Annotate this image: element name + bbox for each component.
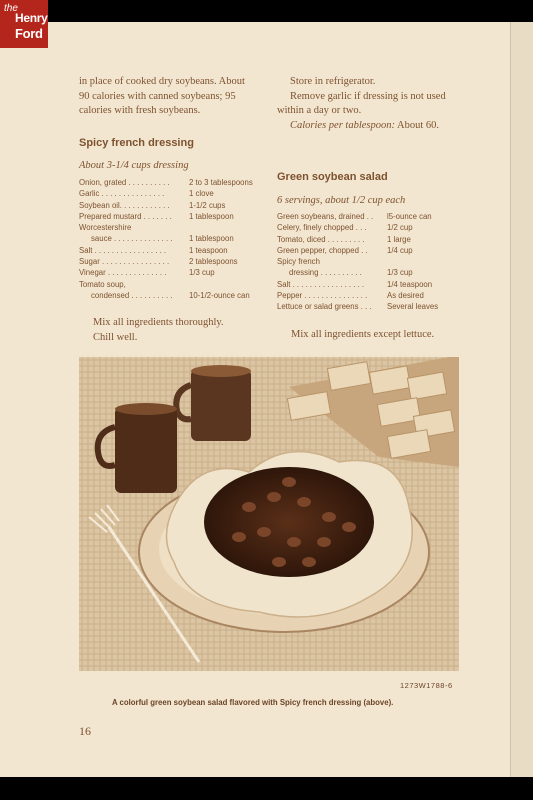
henry-ford-logo: the Henry Ford (0, 0, 48, 48)
ingredient-quantity: 1/4 teaspoon (387, 279, 433, 289)
text-line: 90 calories with canned soybeans; 95 (79, 90, 236, 102)
calories-value: About 60. (397, 119, 440, 131)
salad-photo (79, 357, 459, 671)
ingredient-row (277, 212, 467, 223)
text-line: in place of cooked dry soybeans. About (79, 76, 245, 87)
ingredient-row (79, 268, 269, 279)
spicy-dressing-title: Spicy french dressing (79, 137, 194, 149)
ingredient-row (79, 201, 269, 212)
ingredient-quantity: 1-1/2 cups (189, 200, 226, 210)
ingredient-quantity: 1/2 cup (387, 223, 413, 233)
ingredient-row (79, 178, 269, 189)
ingredient-name: dressing . . . . . . . . . . (289, 268, 362, 278)
salad-yield: 6 servings, about 1/2 cup each (277, 195, 406, 206)
ingredient-quantity: 1 large (387, 234, 411, 244)
ingredient-row (79, 189, 269, 200)
ingredient-name: sauce . . . . . . . . . . . . . . (91, 234, 173, 244)
ingredient-row (277, 235, 467, 246)
text-line: Store in refrigerator. (290, 76, 376, 87)
ingredient-row (79, 223, 269, 234)
ingredient-row (277, 280, 467, 291)
ingredient-name: Salt . . . . . . . . . . . . . . . . . (79, 245, 167, 255)
ingredient-quantity: 1 clove (189, 189, 214, 199)
salad-title: Green soybean salad (277, 171, 388, 183)
ingredient-row (79, 291, 269, 302)
ingredient-name: Sugar . . . . . . . . . . . . . . . . (79, 257, 170, 267)
ingredient-row (79, 257, 269, 268)
text-line: within a day or two. (277, 105, 362, 116)
ingredient-quantity: 1/3 cup (387, 268, 413, 278)
spicy-directions (93, 316, 224, 345)
ingredient-name: Onion, grated . . . . . . . . . . (79, 178, 170, 187)
ingredient-name: Vinegar . . . . . . . . . . . . . . (79, 268, 167, 278)
ingredient-quantity: Several leaves (387, 302, 439, 312)
ingredient-quantity: 2 tablespoons (189, 257, 238, 267)
ingredient-name: Celery, finely chopped . . . (277, 223, 367, 233)
ingredient-row (277, 257, 467, 268)
photo-caption: A colorful green soybean salad flavored with Spicy french dressing (above). (112, 698, 394, 707)
text-line: Chill well. (93, 331, 138, 343)
ingredient-name: Garlic . . . . . . . . . . . . . . . (79, 189, 165, 199)
ingredient-row (79, 246, 269, 257)
ingredient-name: Spicy french (277, 257, 320, 267)
ingredient-row (79, 234, 269, 245)
ingredient-row (79, 280, 269, 291)
ingredient-name: Prepared mustard . . . . . . . (79, 211, 172, 221)
ingredient-quantity: 1 tablespoon (189, 211, 234, 221)
spicy-ingredient-list (79, 178, 269, 302)
ingredient-quantity: 1/3 cup (189, 268, 215, 278)
ingredient-name: Tomato, diced . . . . . . . . . (277, 234, 365, 244)
salad-directions: Mix all ingredients except lettuce. (291, 329, 435, 340)
intro-paragraph (79, 75, 264, 119)
ingredient-name: Pepper . . . . . . . . . . . . . . . (277, 291, 368, 301)
ingredient-quantity: 2 to 3 tablespoons (189, 178, 253, 187)
ingredient-row (277, 246, 467, 257)
ingredient-name: Green soybeans, drained . . (277, 212, 374, 221)
facing-page-edge (510, 22, 533, 777)
storage-paragraph (277, 75, 467, 133)
ingredient-quantity: As desired (387, 291, 424, 301)
ingredient-name: condensed . . . . . . . . . . (91, 290, 173, 300)
ingredient-name: Green pepper, chopped . . (277, 245, 368, 255)
spicy-dressing-yield: About 3-1/4 cups dressing (79, 160, 189, 171)
text-line: Remove garlic if dressing is not used (290, 90, 446, 102)
ingredient-row (79, 212, 269, 223)
ingredient-name: Worcestershire (79, 223, 132, 233)
ingredient-quantity: 1 teaspoon (189, 245, 228, 255)
ingredient-name: Soybean oil. . . . . . . . . . . . (79, 200, 170, 210)
text-line: Mix all ingredients thoroughly. (93, 317, 224, 328)
calories-label: Calories per tablespoon: (290, 119, 395, 131)
salad-ingredient-list (277, 212, 467, 314)
ingredient-quantity: 1/4 cup (387, 245, 413, 255)
text-line: calories with fresh soybeans. (79, 105, 201, 116)
ingredient-row (277, 302, 467, 313)
ingredient-name: Salt . . . . . . . . . . . . . . . . . (277, 279, 365, 289)
ingredient-quantity: 10-1/2-ounce can (189, 290, 250, 300)
ingredient-name: Tomato soup, (79, 279, 126, 289)
ingredient-name: Lettuce or salad greens . . . (277, 302, 372, 312)
ingredient-quantity: l5-ounce can (387, 212, 432, 221)
ingredient-row (277, 291, 467, 302)
ingredient-row (277, 268, 467, 279)
page-number: 16 (79, 724, 91, 738)
ingredient-row (277, 223, 467, 234)
ingredient-quantity: 1 tablespoon (189, 234, 234, 244)
salad-photo-illustration (79, 357, 459, 671)
photo-id: 1273W1788-6 (400, 681, 453, 690)
calories-line (277, 119, 467, 134)
